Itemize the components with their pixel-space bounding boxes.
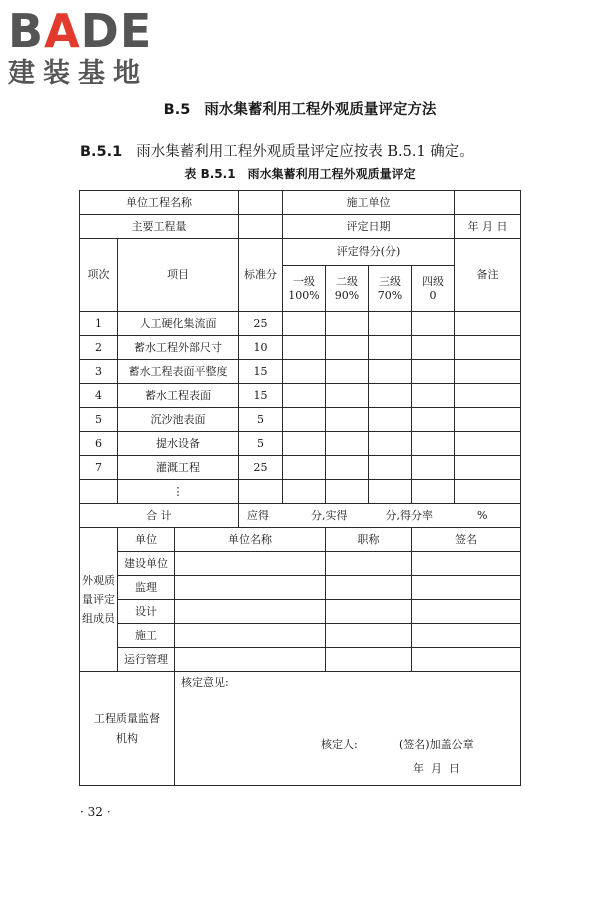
main-quantity-label: 主要工程量 [80, 215, 239, 239]
committee-row [80, 576, 521, 600]
committee-unit: 运行管理 [118, 648, 175, 672]
clause-paragraph [80, 140, 474, 161]
ellipsis-mark: ⋮ [118, 480, 239, 504]
table-row [80, 408, 521, 432]
table-title: 雨水集蓄利用工程外观质量评定 [247, 167, 416, 181]
total-label: 合 计 [80, 504, 239, 528]
seal-label: (签名)加盖公章 [399, 738, 474, 751]
contractor-value [455, 191, 521, 215]
clause-number: B.5.1 [80, 144, 123, 160]
score-group-header: 评定得分(分) [283, 239, 455, 266]
publisher-logo [8, 2, 188, 98]
contractor-label: 施工单位 [283, 191, 455, 215]
row-item: 灌溉工程 [118, 456, 239, 480]
opinion-label: 核定意见: [181, 676, 229, 689]
total-percent-sign: % [477, 508, 488, 522]
grade-3-header: 三级 70% [369, 266, 412, 312]
committee-row [80, 648, 521, 672]
col-standard-header: 标准分 [239, 239, 283, 312]
clause-text: 雨水集蓄利用工程外观质量评定应按表 B.5.1 确定。 [136, 144, 474, 160]
row-index: 5 [80, 408, 118, 432]
committee-row [80, 552, 521, 576]
quality-evaluation-table [79, 190, 521, 786]
supervision-label: 工程质量监督机构 [80, 672, 175, 786]
page-number: · 32 · [80, 805, 111, 819]
row-index: 7 [80, 456, 118, 480]
row-index: 2 [80, 336, 118, 360]
approval-box [175, 672, 521, 786]
section-title: 雨水集蓄利用工程外观质量评定方法 [204, 102, 437, 118]
committee-unit-name-header: 单位名称 [175, 528, 326, 552]
committee-unit: 设计 [118, 600, 175, 624]
col-item-header: 项目 [118, 239, 239, 312]
section-number: B.5 [163, 102, 191, 118]
committee-unit-header: 单位 [118, 528, 175, 552]
unit-project-name-value [239, 191, 283, 215]
table-row [80, 312, 521, 336]
committee-row [80, 624, 521, 648]
row-index: 4 [80, 384, 118, 408]
row-standard-score: 25 [239, 456, 283, 480]
committee-title-header: 职称 [326, 528, 412, 552]
table-number: 表 B.5.1 [184, 167, 236, 181]
grade-1-header: 一级 100% [283, 266, 326, 312]
row-item: 蓄水工程表面平整度 [118, 360, 239, 384]
row-item: 蓄水工程表面 [118, 384, 239, 408]
table-header-row-2 [80, 215, 521, 239]
row-item: 沉沙池表面 [118, 408, 239, 432]
row-item: 提水设备 [118, 432, 239, 456]
eval-date-label: 评定日期 [283, 215, 455, 239]
committee-unit: 监理 [118, 576, 175, 600]
total-row [80, 504, 521, 528]
committee-header-row [80, 528, 521, 552]
committee-label: 外观质量评定组成员 [80, 528, 118, 672]
logo-subtitle: 建装基地 [8, 58, 148, 89]
total-summary [239, 504, 521, 528]
total-actual-label: 分,实得 [311, 508, 348, 522]
row-index: 6 [80, 432, 118, 456]
section-heading [0, 98, 600, 119]
row-standard-score: 25 [239, 312, 283, 336]
row-index: 3 [80, 360, 118, 384]
row-standard-score: 10 [239, 336, 283, 360]
supervision-row [80, 672, 521, 786]
table-row [80, 336, 521, 360]
grade-2-header: 二级 90% [326, 266, 369, 312]
col-index-header: 项次 [80, 239, 118, 312]
row-standard-score: 15 [239, 360, 283, 384]
main-quantity-value [239, 215, 283, 239]
table-row [80, 432, 521, 456]
table-row-ellipsis [80, 480, 521, 504]
table-row [80, 456, 521, 480]
committee-unit: 施工 [118, 624, 175, 648]
row-standard-score: 15 [239, 384, 283, 408]
row-standard-score: 5 [239, 408, 283, 432]
logo-wordmark: BADE [8, 4, 153, 58]
total-rate-label: 分,得分率 [385, 508, 434, 522]
approver-label: 核定人: [321, 738, 358, 751]
table-row [80, 360, 521, 384]
total-should-label: 应得 [247, 508, 270, 522]
table-header-row-1 [80, 191, 521, 215]
col-remarks-header: 备注 [455, 239, 521, 312]
committee-signature-header: 签名 [412, 528, 521, 552]
score-header-row [80, 239, 521, 266]
grade-4-header: 四级 0 [412, 266, 455, 312]
approve-date: 年 月 日 [413, 762, 460, 775]
row-index: 1 [80, 312, 118, 336]
unit-project-name-label: 单位工程名称 [80, 191, 239, 215]
table-row [80, 384, 521, 408]
row-item: 蓄水工程外部尺寸 [118, 336, 239, 360]
committee-row [80, 600, 521, 624]
row-standard-score: 5 [239, 432, 283, 456]
committee-unit: 建设单位 [118, 552, 175, 576]
table-caption [0, 165, 600, 182]
eval-date-value: 年 月 日 [455, 215, 521, 239]
row-item: 人工硬化集流面 [118, 312, 239, 336]
